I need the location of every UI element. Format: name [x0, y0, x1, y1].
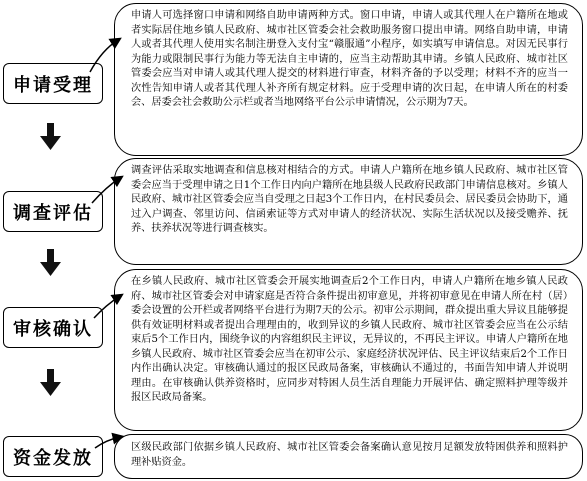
- description-application: [114, 3, 583, 156]
- stage-label: 资金发放: [13, 447, 93, 469]
- stage-application: [3, 63, 103, 104]
- description-text: 区级民政部门依据乡镇人民政府、城市社区管委会备案确认意见按月足额发放特困供养和照料护理补贴资金。: [131, 442, 568, 468]
- stage-label: 审核确认: [13, 318, 93, 340]
- stage-label: 申请受理: [13, 74, 93, 96]
- stage-label: 调查评估: [13, 202, 93, 224]
- description-text: 调查评估采取实地调查和信息核对相结合的方式。申请人户籍所在地乡镇人民政府、城市社区管委会应当于受理申请之日1个工作日内向户籍所在地县级人民政府民政部门申请信息核对。乡镇人民政府、城市社区管委会应当自受理之日起3个工作日内，在村民委员会、居民委员会协助下，通过入户调查、邻里访问、信函索证等方式对申请人的经济状况、实际生活状况以及接受赡养、抚养、扶养状况等进行调查核实。: [131, 165, 568, 234]
- down-arrow-icon: [40, 249, 61, 276]
- down-arrow-icon: [40, 369, 61, 396]
- stage-investigation: [3, 191, 103, 232]
- description-text: 在乡镇人民政府、城市社区管委会开展实地调查后2个工作日内，申请人户籍所在地乡镇人民政府、城市社区管委会对申请家庭是否符合条件提出初审意见，并将初审意见在申请人所在村（居）委会设置的公开栏或者网络平台进行为期7天的公示。初审公示期间，群众提出重大异议且能够提供有效证明材料或者提出合理理由的，收到异议的乡镇人民政府、城市社区管委会应当在公示结束后5个工作日内，围绕争议的内容组织民主评议，无异议的，不再民主评议。申请人户籍所在地乡镇人民政府、城市社区管委会应当在初审公示、家庭经济状况评估、民主评议结束后2个工作日内作出确认决定。审核确认通过的报区民政局备案，审核确认不通过的，书面告知申请人并说明理由。在审核确认供养资格时，应同步对特困人员生活自理能力开展评估、确定照料护理等级并报区民政局备案。: [131, 276, 568, 403]
- stage-review: [3, 307, 103, 348]
- stage-disbursement: [3, 436, 103, 477]
- description-disbursement: [114, 434, 583, 479]
- description-text: 申请人可选择窗口申请和网络自助申请两种方式。窗口申请，申请人或其代理人在户籍所在地或者实际居住地乡镇人民政府、城市社区管委会社会救助服务窗口提出申请。网络自助申请，申请人或者其代理人使用实名制注册登入支付宝“赣服通”小程序，如实填写申请信息。对因无民事行为能力或限制民事行为能力等无法自主申请的，应当主动帮助其申请。乡镇人民政府、城市社区管委会应当对申请人或其代理人提交的材料进行审查，材料齐备的予以受理；材料不齐的应当一次性告知申请人或者其代理人补齐所有规定材料。应于受理申请的次日起，在申请人所在的村委会、居委会社会救助公示栏或者当地网络平台公示申请情况，公示期为7天。: [131, 10, 568, 108]
- down-arrow-icon: [40, 123, 61, 150]
- description-investigation: [114, 158, 583, 265]
- description-review: [114, 269, 583, 431]
